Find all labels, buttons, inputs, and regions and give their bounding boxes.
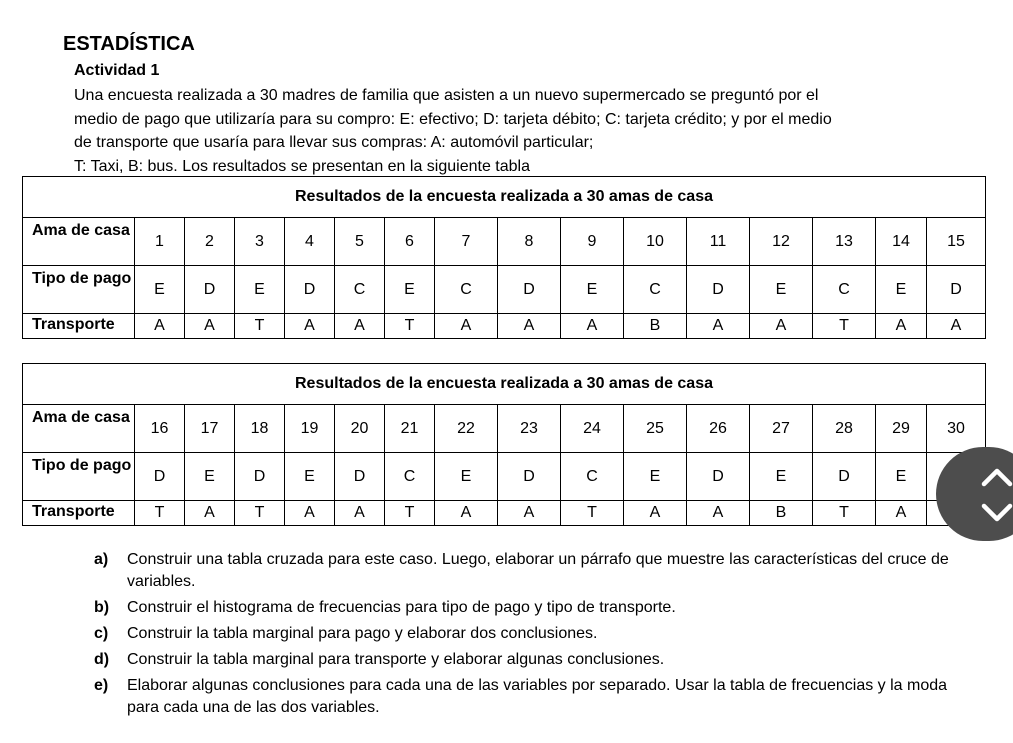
table-cell: D xyxy=(813,453,876,501)
table-cell: T xyxy=(235,501,285,526)
table-cell: D xyxy=(235,453,285,501)
table-cell: C xyxy=(435,266,498,314)
table-cell: 10 xyxy=(624,218,687,266)
table-cell: B xyxy=(750,501,813,526)
table-cell: 26 xyxy=(687,405,750,453)
question-label: c) xyxy=(94,625,109,642)
table-cell: 18 xyxy=(235,405,285,453)
row-label: Transporte xyxy=(23,314,135,339)
table-cell: D xyxy=(335,453,385,501)
table-cell: D xyxy=(498,266,561,314)
table-cell: E xyxy=(285,453,335,501)
table-cell: A xyxy=(498,314,561,339)
row-tipo-de-pago xyxy=(23,453,986,501)
table-cell: 24 xyxy=(561,405,624,453)
table-cell: B xyxy=(624,314,687,339)
question-text: Construir la tabla marginal para pago y elaborar dos conclusiones. xyxy=(127,625,598,642)
question-label: a) xyxy=(94,551,109,568)
table-cell: A xyxy=(435,314,498,339)
table-cell: A xyxy=(927,314,986,339)
table-cell: A xyxy=(687,314,750,339)
table-cell: E xyxy=(235,266,285,314)
question-label: b) xyxy=(94,599,110,616)
table-cell: E xyxy=(750,453,813,501)
table-cell: 17 xyxy=(185,405,235,453)
table-cell: E xyxy=(876,266,927,314)
table-cell: E xyxy=(876,453,927,501)
table-cell: 27 xyxy=(750,405,813,453)
survey-table-2 xyxy=(22,363,986,526)
table-cell: D xyxy=(498,453,561,501)
table-cell: 11 xyxy=(687,218,750,266)
table-cell: 5 xyxy=(335,218,385,266)
table-cell: T xyxy=(813,501,876,526)
table-cell: E xyxy=(135,266,185,314)
row-ama-de-casa xyxy=(23,218,986,266)
table-cell: 28 xyxy=(813,405,876,453)
question-e xyxy=(94,675,964,719)
intro-line: T: Taxi, B: bus. Los resultados se presentan en la siguiente tabla xyxy=(74,157,530,175)
table-cell: 16 xyxy=(135,405,185,453)
question-c xyxy=(94,623,964,645)
question-d xyxy=(94,649,964,671)
question-text: Construir el histograma de frecuencias para tipo de pago y tipo de transporte. xyxy=(127,599,676,616)
row-label: Tipo de pago xyxy=(23,453,135,501)
table-cell: 13 xyxy=(813,218,876,266)
chevron-down-icon[interactable] xyxy=(981,503,1013,523)
row-tipo-de-pago xyxy=(23,266,986,314)
table-cell: A xyxy=(750,314,813,339)
table-cell: 4 xyxy=(285,218,335,266)
table-cell: 3 xyxy=(235,218,285,266)
table-cell: 7 xyxy=(435,218,498,266)
table-cell: 30 xyxy=(927,405,986,453)
table-cell: A xyxy=(876,314,927,339)
table-cell: D xyxy=(927,266,986,314)
table-cell: C xyxy=(385,453,435,501)
row-transporte xyxy=(23,314,986,339)
table-cell: 23 xyxy=(498,405,561,453)
table-cell: A xyxy=(285,501,335,526)
table-cell: A xyxy=(285,314,335,339)
table-cell: A xyxy=(687,501,750,526)
row-transporte xyxy=(23,501,986,526)
table-cell: T xyxy=(385,501,435,526)
question-list xyxy=(94,549,964,723)
question-text: Construir la tabla marginal para transporte y elaborar algunas conclusiones. xyxy=(127,651,665,668)
table-cell: C xyxy=(624,266,687,314)
table-cell: D xyxy=(687,266,750,314)
table-cell: T xyxy=(813,314,876,339)
table-cell: 21 xyxy=(385,405,435,453)
table-cell: 14 xyxy=(876,218,927,266)
table-cell: 29 xyxy=(876,405,927,453)
row-label: Ama de casa xyxy=(23,218,135,266)
table-cell: 6 xyxy=(385,218,435,266)
question-b xyxy=(94,597,964,619)
table-cell: 12 xyxy=(750,218,813,266)
table-cell: 2 xyxy=(185,218,235,266)
table-cell: D xyxy=(135,453,185,501)
table-cell: A xyxy=(876,501,927,526)
table-cell: 20 xyxy=(335,405,385,453)
table-cell: C xyxy=(813,266,876,314)
table-cell: A xyxy=(335,314,385,339)
question-a xyxy=(94,549,964,593)
table-cell: T xyxy=(385,314,435,339)
table-cell: A xyxy=(185,501,235,526)
row-label: Transporte xyxy=(23,501,135,526)
chevron-up-icon[interactable] xyxy=(981,467,1013,487)
table-cell: E xyxy=(185,453,235,501)
table-cell: E xyxy=(435,453,498,501)
table-cell: 15 xyxy=(927,218,986,266)
table-cell: T xyxy=(235,314,285,339)
table-cell: D xyxy=(687,453,750,501)
table-cell: C xyxy=(335,266,385,314)
question-label: d) xyxy=(94,651,110,668)
table-cell: 19 xyxy=(285,405,335,453)
table-cell: A xyxy=(624,501,687,526)
question-text: Elaborar algunas conclusiones para cada una de las variables por separado. Usar la tabla de frecuencias y la moda para cada una de las dos variables. xyxy=(127,677,948,716)
question-text: Construir una tabla cruzada para este caso. Luego, elaborar un párrafo que muestre las características del cruce de variables. xyxy=(127,551,949,590)
intro-line: Una encuesta realizada a 30 madres de familia que asisten a un nuevo supermercado se preguntó por el xyxy=(74,87,819,104)
row-label: Tipo de pago xyxy=(23,266,135,314)
intro-paragraph xyxy=(74,84,954,178)
table-cell: D xyxy=(185,266,235,314)
table-cell: E xyxy=(750,266,813,314)
table-caption: Resultados de la encuesta realizada a 30 amas de casa xyxy=(23,364,986,405)
table-cell: E xyxy=(561,266,624,314)
table-cell: D xyxy=(285,266,335,314)
table-cell: A xyxy=(335,501,385,526)
question-label: e) xyxy=(94,677,109,694)
table-cell: A xyxy=(498,501,561,526)
document-title: ESTADÍSTICA xyxy=(63,33,195,55)
table-cell: A xyxy=(435,501,498,526)
table-cell: 9 xyxy=(561,218,624,266)
table-cell: T xyxy=(561,501,624,526)
table-cell: 8 xyxy=(498,218,561,266)
row-label: Ama de casa xyxy=(23,405,135,453)
table-cell: C xyxy=(561,453,624,501)
scroll-navigation-widget[interactable] xyxy=(936,447,1013,541)
table-cell: 25 xyxy=(624,405,687,453)
table-cell: E xyxy=(624,453,687,501)
intro-line: medio de pago que utilizaría para su compro: E: efectivo; D: tarjeta débito; C: tarjeta crédito; y por el medio xyxy=(74,110,832,128)
table-caption: Resultados de la encuesta realizada a 30 amas de casa xyxy=(23,177,986,218)
row-ama-de-casa xyxy=(23,405,986,453)
survey-table-1 xyxy=(22,176,986,339)
table-cell: A xyxy=(185,314,235,339)
intro-line: de transporte que usaría para llevar sus compras: A: automóvil particular; xyxy=(74,134,594,151)
table-cell: 22 xyxy=(435,405,498,453)
table-cell: E xyxy=(385,266,435,314)
table-cell: A xyxy=(135,314,185,339)
table-cell: A xyxy=(561,314,624,339)
table-cell: T xyxy=(135,501,185,526)
activity-heading: Actividad 1 xyxy=(74,62,160,79)
table-cell: 1 xyxy=(135,218,185,266)
